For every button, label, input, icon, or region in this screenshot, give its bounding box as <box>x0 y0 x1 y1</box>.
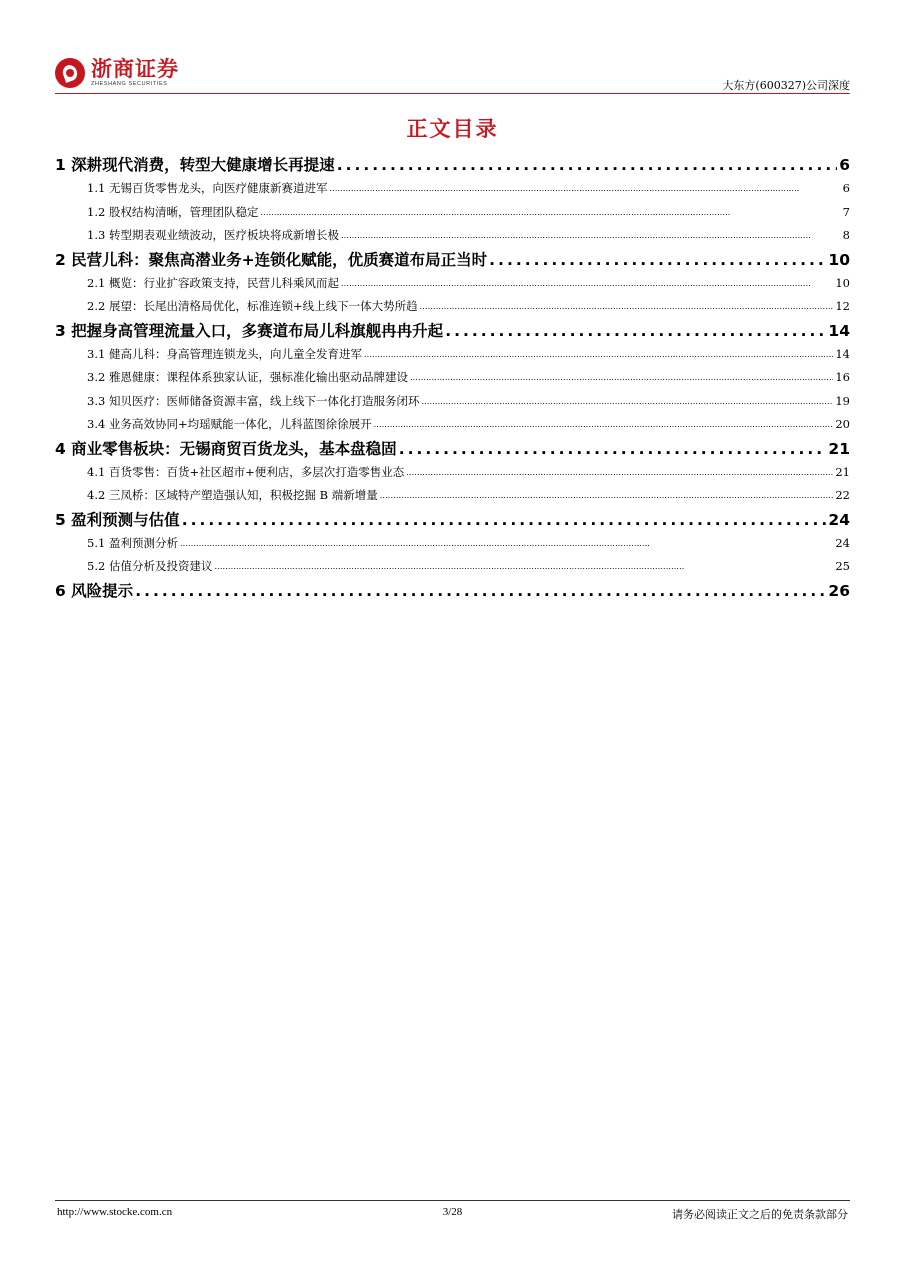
page-number: 3/28 <box>442 1206 463 1218</box>
toc-entry-page: 22 <box>835 488 850 502</box>
toc-title: 正文目录 <box>406 117 499 141</box>
footer-url-link[interactable]: http://www.stocke.com.cn <box>57 1206 173 1218</box>
toc-entry-page: 10 <box>828 250 850 269</box>
toc-entry-page: 14 <box>828 321 850 340</box>
toc-entry-label: 4.1 百货零售：百货+社区超市+便利店，多层次打造零售业态 <box>87 464 405 479</box>
toc-dot-leader <box>489 248 826 272</box>
toc-entry-label: 6 风险提示 <box>55 581 134 600</box>
toc-entry-label: 2.1 概览：行业扩容政策支持，民营儿科乘风而起 <box>87 275 339 290</box>
toc-dot-leader <box>399 437 827 461</box>
toc-entry-label: 5.1 盈利预测分析 <box>87 535 178 550</box>
toc-entry-label: 5 盈利预测与估值 <box>55 510 180 529</box>
toc-entry-page: 26 <box>828 581 850 600</box>
toc-subsection-entry[interactable] <box>55 461 850 485</box>
toc-subsection-entry[interactable] <box>55 224 850 248</box>
toc-entry-page: 24 <box>828 510 850 529</box>
toc-subsection-entry[interactable] <box>55 390 850 414</box>
toc-entry-label: 1 深耕现代消费，转型大健康增长再提速 <box>55 156 335 174</box>
toc-subsection-entry[interactable] <box>55 295 850 319</box>
toc-entry-page: 24 <box>835 535 850 550</box>
toc-entry-label: 2.2 展望：长尾出清格局优化，标准连锁+线上线下一体大势所趋 <box>87 299 418 313</box>
toc-dot-leader <box>406 461 833 485</box>
toc-dot-leader <box>182 508 827 532</box>
toc-subsection-entry[interactable] <box>55 366 850 390</box>
toc-section-entry[interactable] <box>55 248 850 272</box>
toc-entry-label: 1.1 无锡百货零售龙头，向医疗健康新赛道进军 <box>87 181 328 195</box>
toc-entry-label: 1.2 股权结构清晰，管理团队稳定 <box>87 204 259 219</box>
toc-dot-leader <box>260 201 840 225</box>
toc-entry-page: 25 <box>835 559 850 573</box>
toc-entry-page: 21 <box>835 464 850 479</box>
toc-dot-leader <box>380 484 834 508</box>
toc-entry-page: 16 <box>835 370 850 384</box>
toc-subsection-entry[interactable] <box>55 413 850 437</box>
page-header <box>55 55 850 100</box>
page-footer <box>55 1200 850 1221</box>
toc-dot-leader <box>180 532 833 556</box>
toc-subsection-entry[interactable] <box>55 343 850 367</box>
toc-entry-page: 19 <box>835 393 850 408</box>
logo-name-cn: 浙商证券 <box>91 57 179 81</box>
toc-dot-leader <box>445 319 826 343</box>
toc-dot-leader <box>421 390 833 414</box>
report-title: 大东方(600327)公司深度 <box>722 79 850 92</box>
toc-entry-label: 3.2 雅恩健康：课程体系独家认证，强标准化输出驱动品牌建设 <box>87 370 408 384</box>
toc-entry-page: 8 <box>842 228 850 242</box>
toc-entry-label: 4 商业零售板块：无锡商贸百货龙头，基本盘稳固 <box>55 439 397 458</box>
toc-entry-label: 3.4 业务高效协同+均瑶赋能一体化，儿科蓝图徐徐展开 <box>87 417 372 431</box>
toc-dot-leader <box>420 295 834 319</box>
toc-section-entry[interactable] <box>55 153 850 177</box>
disclaimer-note: 请务必阅读正文之后的免责条款部分 <box>672 1208 848 1221</box>
toc-dot-leader <box>374 413 834 437</box>
toc-entry-label: 4.2 三凤桥：区域特产塑造强认知，积极挖掘 B 端新增量 <box>87 488 378 502</box>
toc-dot-leader <box>329 177 840 201</box>
toc-entry-page: 14 <box>835 346 850 361</box>
toc-dot-leader <box>214 555 833 579</box>
toc-entry-label: 3.3 知贝医疗：医师储备资源丰富，线上线下一体化打造服务闭环 <box>87 393 420 408</box>
toc-entry-label: 5.2 估值分析及投资建议 <box>87 559 213 573</box>
table-of-contents <box>55 153 850 603</box>
toc-section-entry[interactable] <box>55 319 850 343</box>
toc-dot-leader <box>341 224 841 248</box>
toc-subsection-entry[interactable] <box>55 532 850 556</box>
toc-subsection-entry[interactable] <box>55 201 850 225</box>
toc-entry-page: 21 <box>828 439 850 458</box>
company-logo <box>55 58 179 88</box>
toc-entry-page: 10 <box>835 275 850 290</box>
toc-section-entry[interactable] <box>55 579 850 603</box>
toc-subsection-entry[interactable] <box>55 484 850 508</box>
toc-dot-leader <box>410 366 833 390</box>
toc-entry-page: 7 <box>842 204 850 219</box>
toc-entry-label: 1.3 转型期表观业绩波动，医疗板块将成新增长极 <box>87 228 339 242</box>
toc-dot-leader <box>135 579 826 603</box>
toc-entry-page: 6 <box>839 156 850 174</box>
toc-subsection-entry[interactable] <box>55 272 850 296</box>
toc-section-entry[interactable] <box>55 508 850 532</box>
toc-entry-page: 12 <box>835 299 850 313</box>
header-divider <box>185 93 850 94</box>
toc-entry-page: 20 <box>835 417 850 431</box>
footer-divider <box>55 1200 850 1201</box>
toc-dot-leader <box>341 272 833 296</box>
toc-subsection-entry[interactable] <box>55 555 850 579</box>
zheshang-logo-icon <box>55 58 85 88</box>
toc-entry-label: 3.1 健高儿科：身高管理连锁龙头，向儿童全发育进军 <box>87 346 362 361</box>
header-divider-left <box>55 93 185 94</box>
toc-entry-label: 2 民营儿科：聚焦高潜业务+连锁化赋能，优质赛道布局正当时 <box>55 250 488 269</box>
toc-dot-leader <box>364 343 833 367</box>
toc-entry-page: 6 <box>842 181 850 195</box>
toc-subsection-entry[interactable] <box>55 177 850 201</box>
toc-entry-label: 3 把握身高管理流量入口，多赛道布局儿科旗舰冉冉升起 <box>55 321 444 340</box>
logo-name-en: ZHESHANG SECURITIES <box>91 81 168 87</box>
toc-section-entry[interactable] <box>55 437 850 461</box>
toc-dot-leader <box>337 153 838 177</box>
